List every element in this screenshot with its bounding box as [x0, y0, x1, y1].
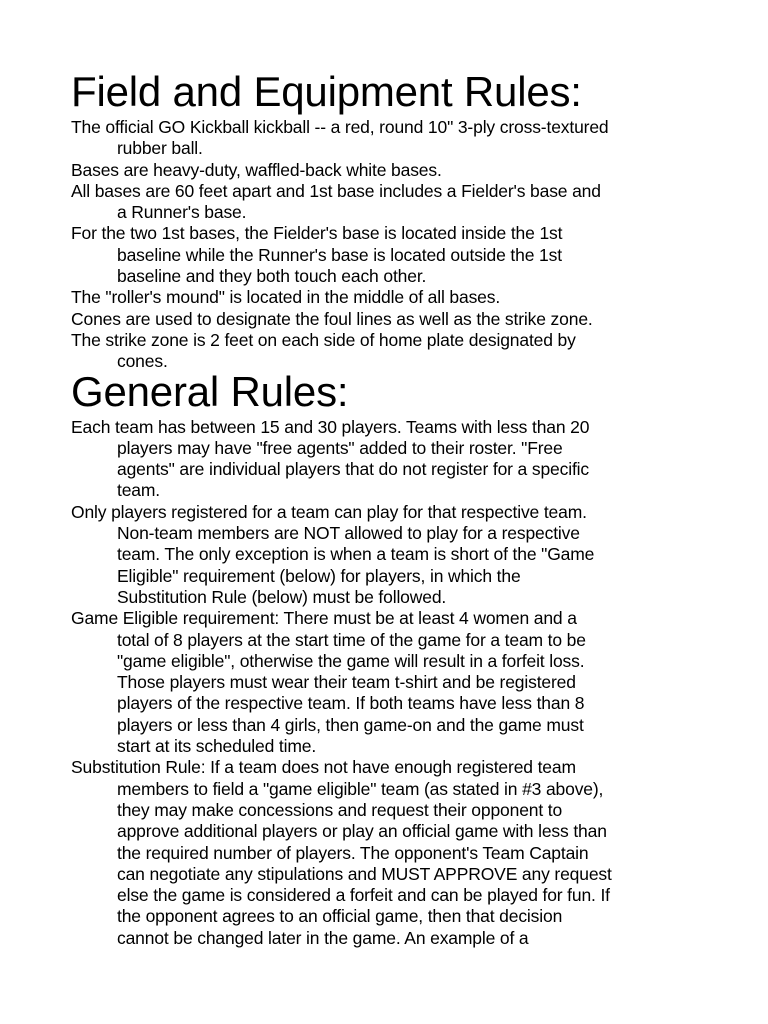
rule-line: agents" are individual players that do not register for a specific	[117, 459, 589, 480]
rule-line: The "roller's mound" is located in the middle of all bases.	[71, 287, 501, 308]
rule-line: Non-team members are NOT allowed to play for a respective	[117, 523, 580, 544]
rule-line: total of 8 players at the start time of the game for a team to be	[117, 629, 586, 650]
rule-line: cones.	[117, 351, 168, 372]
rule-line: Each team has between 15 and 30 players. Teams with less than 20	[71, 416, 590, 437]
rule-line: Eligible" requirement (below) for players, in which the	[117, 565, 521, 586]
rule-line: For the two 1st bases, the Fielder's base is located inside the 1st	[71, 223, 563, 244]
rule-line: The strike zone is 2 feet on each side of home plate designated by	[71, 329, 576, 350]
rule-line: cannot be changed later in the game. An example of a	[117, 927, 529, 948]
rule-line: The official GO Kickball kickball -- a red, round 10" 3-ply cross-textured	[71, 117, 609, 137]
rule-line: Game Eligible requirement: There must be at least 4 women and a	[71, 608, 577, 629]
rule-line: Substitution Rule: If a team does not have enough registered team	[71, 757, 576, 778]
rule-line: players or less than 4 girls, then game-on and the game must	[117, 714, 584, 735]
rule-line: players may have "free agents" added to their roster. "Free	[117, 437, 563, 458]
rule-line: members to field a "game eligible" team (as stated in #3 above),	[117, 778, 604, 799]
rule-line: All bases are 60 feet apart and 1st base includes a Fielder's base and	[71, 180, 601, 201]
rule-line: "game eligible", otherwise the game will result in a forfeit loss.	[117, 650, 585, 671]
rule-line: the required number of players. The opponent's Team Captain	[117, 842, 589, 863]
rule-line: players of the respective team. If both teams have less than 8	[117, 693, 585, 714]
rule-line: Substitution Rule (below) must be followed.	[117, 586, 447, 607]
rule-line: a Runner's base.	[117, 202, 247, 223]
rule-line: Bases are heavy-duty, waffled-back white bases.	[71, 159, 442, 180]
rule-line: Those players must wear their team t-shirt and be registered	[117, 672, 576, 693]
rule-line: rubber ball.	[117, 138, 203, 159]
rule-line: the opponent agrees to an official game, then that decision	[117, 906, 563, 927]
section-heading: General Rules:	[71, 367, 349, 415]
rule-line: can negotiate any stipulations and MUST APPROVE any request	[117, 863, 612, 884]
rule-line: baseline and they both touch each other.	[117, 266, 427, 287]
rules-section	[71, 417, 750, 949]
rule-line: Cones are used to designate the foul lines as well as the strike zone.	[71, 308, 593, 329]
rule-line: else the game is considered a forfeit and can be played for fun. If	[117, 885, 610, 906]
rules-section	[71, 117, 750, 373]
rule-line: team.	[117, 480, 161, 501]
rule-line: start at its scheduled time.	[117, 736, 317, 757]
rule-line: approve additional players or play an official game with less than	[117, 821, 607, 842]
rule-line: they may make concessions and request their opponent to	[117, 799, 563, 820]
rule-line: Only players registered for a team can play for that respective team.	[71, 501, 587, 522]
section-heading: Field and Equipment Rules:	[71, 68, 582, 115]
rule-line: baseline while the Runner's base is located outside the 1st	[117, 244, 562, 265]
rule-line: team. The only exception is when a team is short of the "Game	[117, 544, 595, 565]
